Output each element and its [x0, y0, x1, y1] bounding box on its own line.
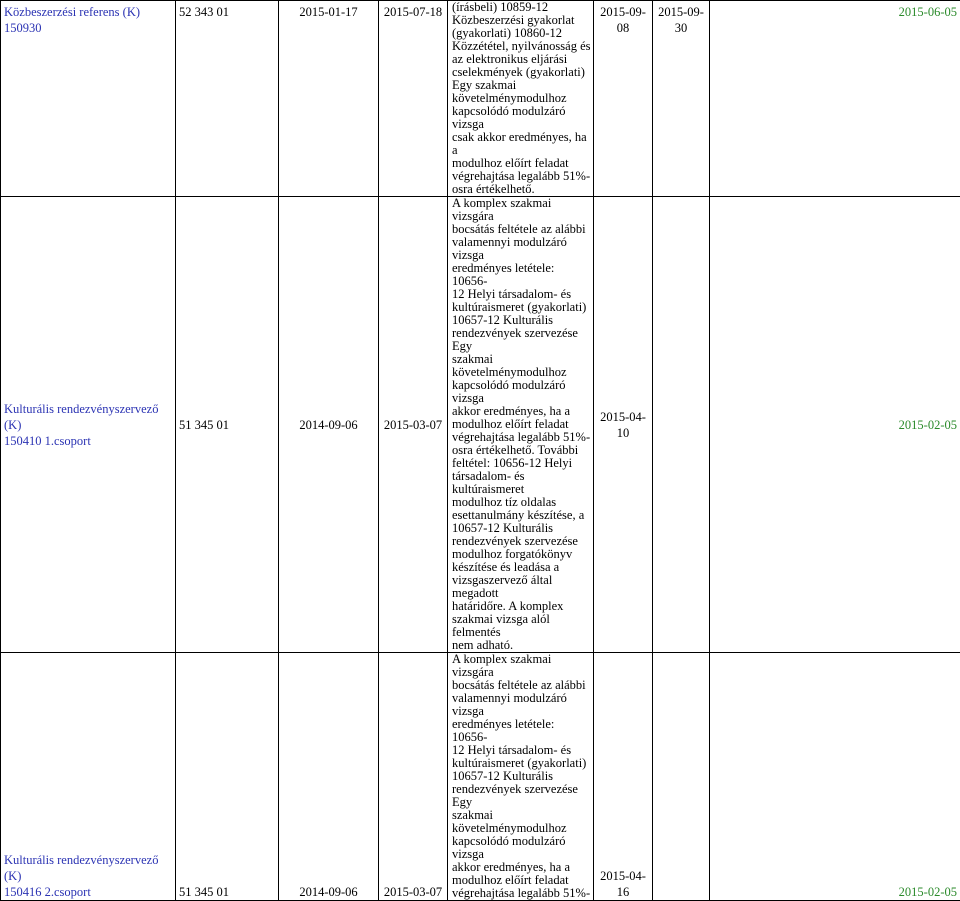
exam-date: 2015-04- 10 [597, 409, 649, 441]
deadline-cell: 2015-02-05 [710, 197, 960, 653]
requirement-cell [448, 653, 594, 901]
code-cell: 51 345 01 [176, 653, 279, 901]
table-row [1, 1, 960, 197]
table-row [1, 653, 960, 901]
training-name: Közbeszerzési referens (K) 150930 [4, 4, 172, 36]
exam-date-cell [594, 197, 653, 653]
exam-date: 2015-09- 08 [597, 4, 649, 36]
exam-date: 2015-04- 16 [597, 868, 649, 900]
exam-date2-cell [653, 1, 710, 197]
requirement-text: A komplex szakmai vizsgára bocsátás feltétele az alábbi valamennyi modulzáró vizsga eredményes letétele: 10656- 12 Helyi társadalom- és kultúraismeret (gyakorlati) 10657-12 Kulturális rendezvények szervezése Egy szakmai követelménymodulhoz kapcsolódó modulzáró vizsga akkor eredményes, ha a modulhoz előírt feladat végrehajtása legalább 51%- [452, 653, 591, 900]
training-name-cell [1, 653, 176, 901]
training-name: Kulturális rendezvényszervező (K) 150416 2.csoport [4, 852, 172, 900]
exam-date2-cell [653, 197, 710, 653]
exam-date-cell [594, 653, 653, 901]
exam-date-cell [594, 1, 653, 197]
training-name: Kulturális rendezvényszervező (K) 150410 1.csoport [4, 401, 172, 449]
deadline-cell: 2015-06-05 [710, 1, 960, 197]
requirement-cell [448, 197, 594, 653]
end-date-cell: 2015-07-18 [379, 1, 448, 197]
start-date-cell: 2014-09-06 [279, 653, 379, 901]
exam-date2: 2015-09- 30 [656, 4, 706, 36]
end-date-cell: 2015-03-07 [379, 653, 448, 901]
training-name-cell [1, 197, 176, 653]
requirement-text: A komplex szakmai vizsgára bocsátás feltétele az alábbi valamennyi modulzáró vizsga eredményes letétele: 10656- 12 Helyi társadalom- és kultúraismeret (gyakorlati) 10657-12 Kulturális rendezvények szervezése Egy szakmai követelménymodulhoz kapcsolódó modulzáró vizsga akkor eredményes, ha a modulhoz előírt feladat végrehajtása legalább 51%- osra értékelhető. További feltétel: 10656-12 Helyi társadalom- és kultúraismeret modulhoz tíz oldalas esettanulmány készítése, a 10657-12 Kulturális rendezvények szervezése modulhoz forgatókönyv készítése és leadása a vizsgaszervező által megadott határidőre. A komplex szakmai vizsga alól felmentés nem adható. [452, 197, 591, 652]
start-date-cell: 2015-01-17 [279, 1, 379, 197]
exam-date2-cell [653, 653, 710, 901]
deadline-cell: 2015-02-05 [710, 653, 960, 901]
table-row [1, 197, 960, 653]
end-date-cell: 2015-03-07 [379, 197, 448, 653]
training-name-cell [1, 1, 176, 197]
requirement-text: (írásbeli) 10859-12 Közbeszerzési gyakorlat (gyakorlati) 10860-12 Közzététel, nyilvánosság és az elektronikus eljárási cselekmények (gyakorlati) Egy szakmai követelménymodulhoz kapcsolódó modulzáró vizsga csak akkor eredményes, ha a modulhoz előírt feladat végrehajtása legalább 51%- osra értékelhető. [452, 1, 591, 196]
code-cell: 52 343 01 [176, 1, 279, 197]
start-date-cell: 2014-09-06 [279, 197, 379, 653]
requirement-cell [448, 1, 594, 197]
code-cell: 51 345 01 [176, 197, 279, 653]
